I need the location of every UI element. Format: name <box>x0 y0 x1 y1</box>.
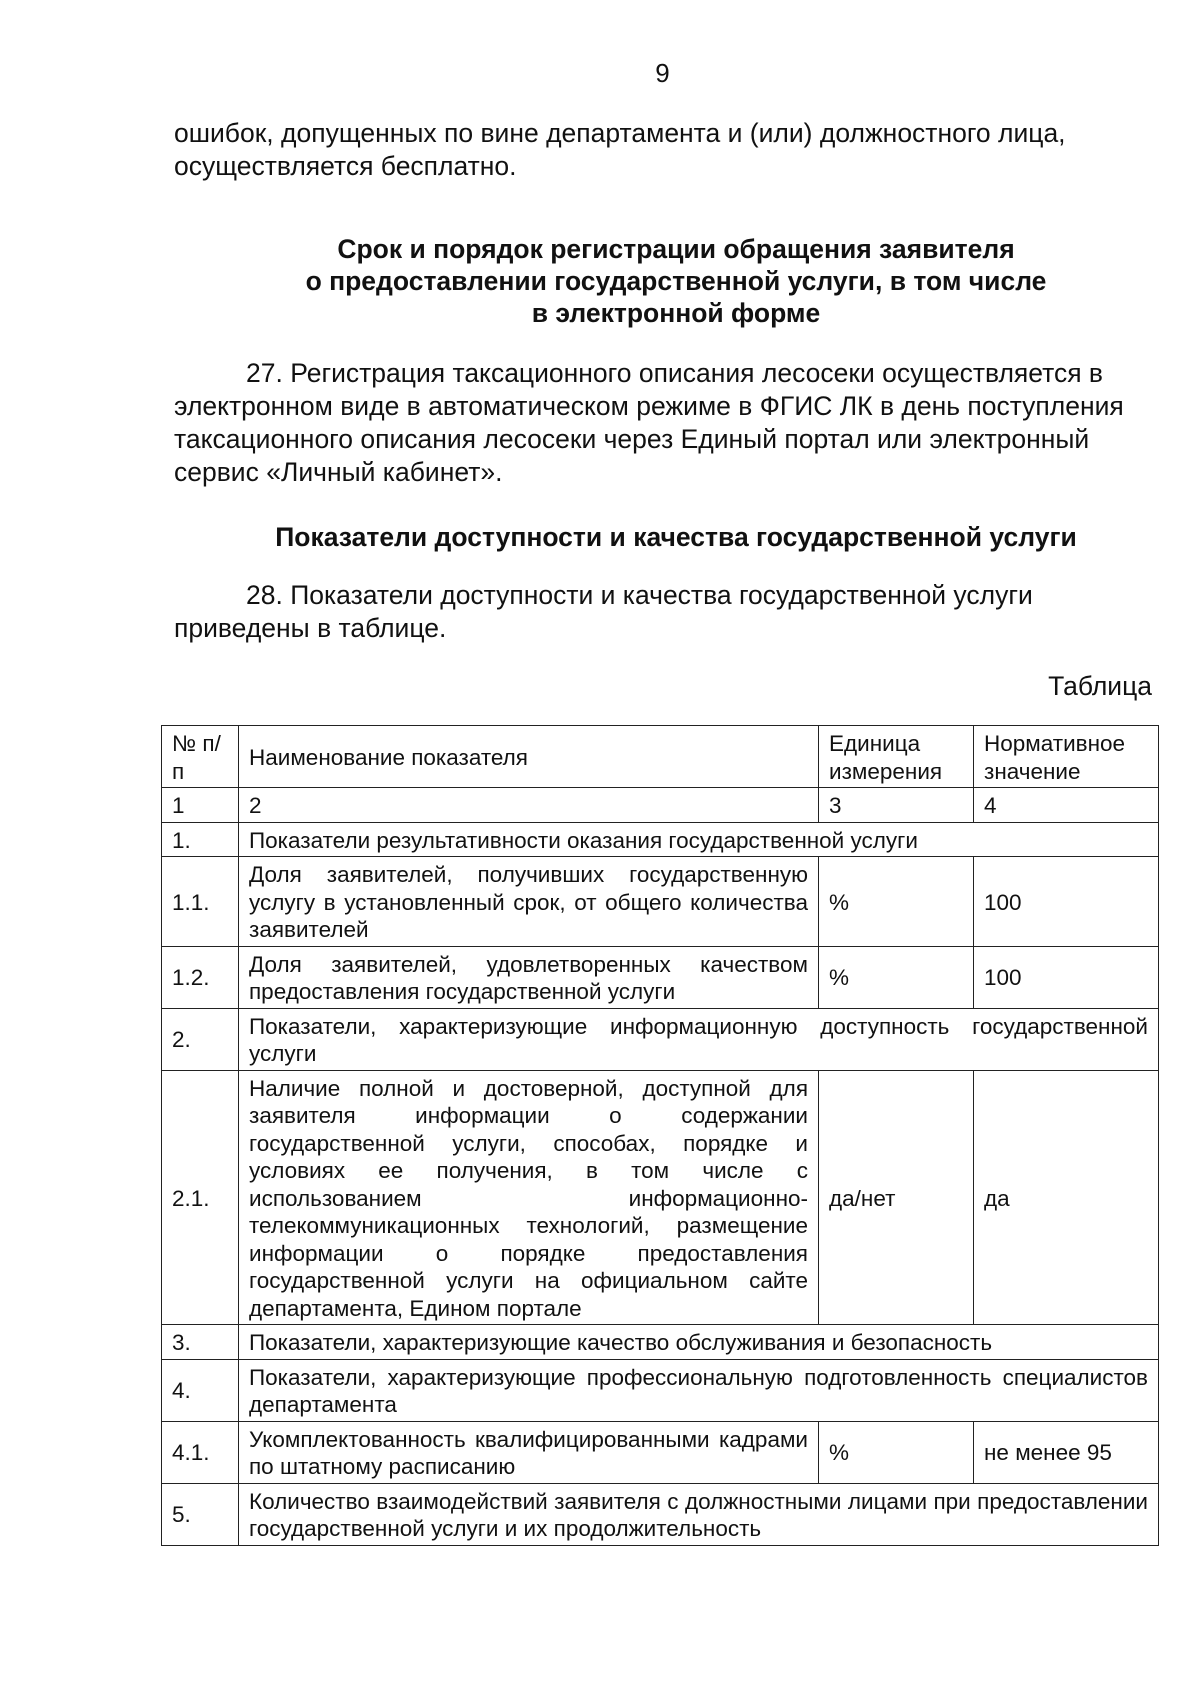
indicator-norm: да <box>974 1070 1159 1325</box>
section-heading-registration <box>174 233 1178 329</box>
table-row <box>162 946 1159 1008</box>
indicator-norm: не менее 95 <box>974 1421 1159 1483</box>
table-row <box>162 1483 1159 1545</box>
section-heading-indicators: Показатели доступности и качества государственной услуги <box>275 522 1077 552</box>
table-row <box>162 1421 1159 1483</box>
column-number: 1 <box>162 788 239 823</box>
heading-line: Срок и порядок регистрации обращения заявителя <box>337 234 1015 264</box>
section-title: Показатели, характеризующие качество обслуживания и безопасность <box>239 1325 1159 1360</box>
row-num: 4. <box>162 1359 239 1421</box>
row-num: 4.1. <box>162 1421 239 1483</box>
table-row <box>162 1359 1159 1421</box>
table-row <box>162 1008 1159 1070</box>
header-num: № п/п <box>162 726 239 788</box>
indicator-norm: 100 <box>974 857 1159 947</box>
intro-paragraph: ошибок, допущенных по вине департамента и (или) должностного лица, осуществляется бесплатно. <box>174 118 1066 181</box>
indicator-name: Наличие полной и достоверной, доступной для заявителя информации о содержании государственной услуги, способах, порядке и условиях ее получения, в том числе с использованием информационно-телекоммуникационных технологий, размещение информации о порядке предоставления государственной услуги на официальном сайте департамента, Едином портале <box>239 1070 819 1325</box>
heading-line: в электронной форме <box>531 298 821 328</box>
table-row <box>162 822 1159 857</box>
row-num: 1. <box>162 822 239 857</box>
table-row <box>162 857 1159 947</box>
header-norm: Нормативное значение <box>974 726 1159 788</box>
table-caption: Таблица <box>1048 671 1152 701</box>
indicator-unit: % <box>819 1421 974 1483</box>
column-number-row <box>162 788 1159 823</box>
header-name: Наименование показателя <box>239 726 819 788</box>
row-num: 3. <box>162 1325 239 1360</box>
row-num: 1.2. <box>162 946 239 1008</box>
section-title: Показатели, характеризующие профессиональную подготовленность специалистов департамента <box>239 1359 1159 1421</box>
paragraph-28 <box>174 579 1146 645</box>
indicator-unit: % <box>819 946 974 1008</box>
paragraph-27-text: 27. Регистрация таксационного описания лесосеки осуществляется в электронном виде в автоматическом режиме в ФГИС ЛК в день поступления таксационного описания лесосеки через Единый портал или электронный сервис «Личный кабинет». <box>174 358 1124 487</box>
page-number: 9 <box>655 58 670 88</box>
row-num: 2.1. <box>162 1070 239 1325</box>
section-title: Показатели, характеризующие информационную доступность государственной услуги <box>239 1008 1159 1070</box>
heading-line: о предоставлении государственной услуги, в том числе <box>305 266 1047 296</box>
indicators-table <box>161 725 1159 1546</box>
indicator-unit: % <box>819 857 974 947</box>
indicator-name: Укомплектованность квалифицированными кадрами по штатному расписанию <box>239 1421 819 1483</box>
header-unit: Единица измерения <box>819 726 974 788</box>
row-num: 2. <box>162 1008 239 1070</box>
column-number: 4 <box>974 788 1159 823</box>
indicator-name: Доля заявителей, получивших государственную услугу в установленный срок, от общего количества заявителей <box>239 857 819 947</box>
row-num: 5. <box>162 1483 239 1545</box>
column-number: 3 <box>819 788 974 823</box>
table-header-row <box>162 726 1159 788</box>
table-row <box>162 1325 1159 1360</box>
column-number: 2 <box>239 788 819 823</box>
indicator-name: Доля заявителей, удовлетворенных качеством предоставления государственной услуги <box>239 946 819 1008</box>
paragraph-28-text: 28. Показатели доступности и качества государственной услуги приведены в таблице. <box>174 580 1033 643</box>
paragraph-27 <box>174 357 1146 489</box>
indicator-unit: да/нет <box>819 1070 974 1325</box>
indicator-norm: 100 <box>974 946 1159 1008</box>
table-row <box>162 1070 1159 1325</box>
section-title: Количество взаимодействий заявителя с должностными лицами при предоставлении государственной услуги и их продолжительность <box>239 1483 1159 1545</box>
row-num: 1.1. <box>162 857 239 947</box>
section-title: Показатели результативности оказания государственной услуги <box>239 822 1159 857</box>
